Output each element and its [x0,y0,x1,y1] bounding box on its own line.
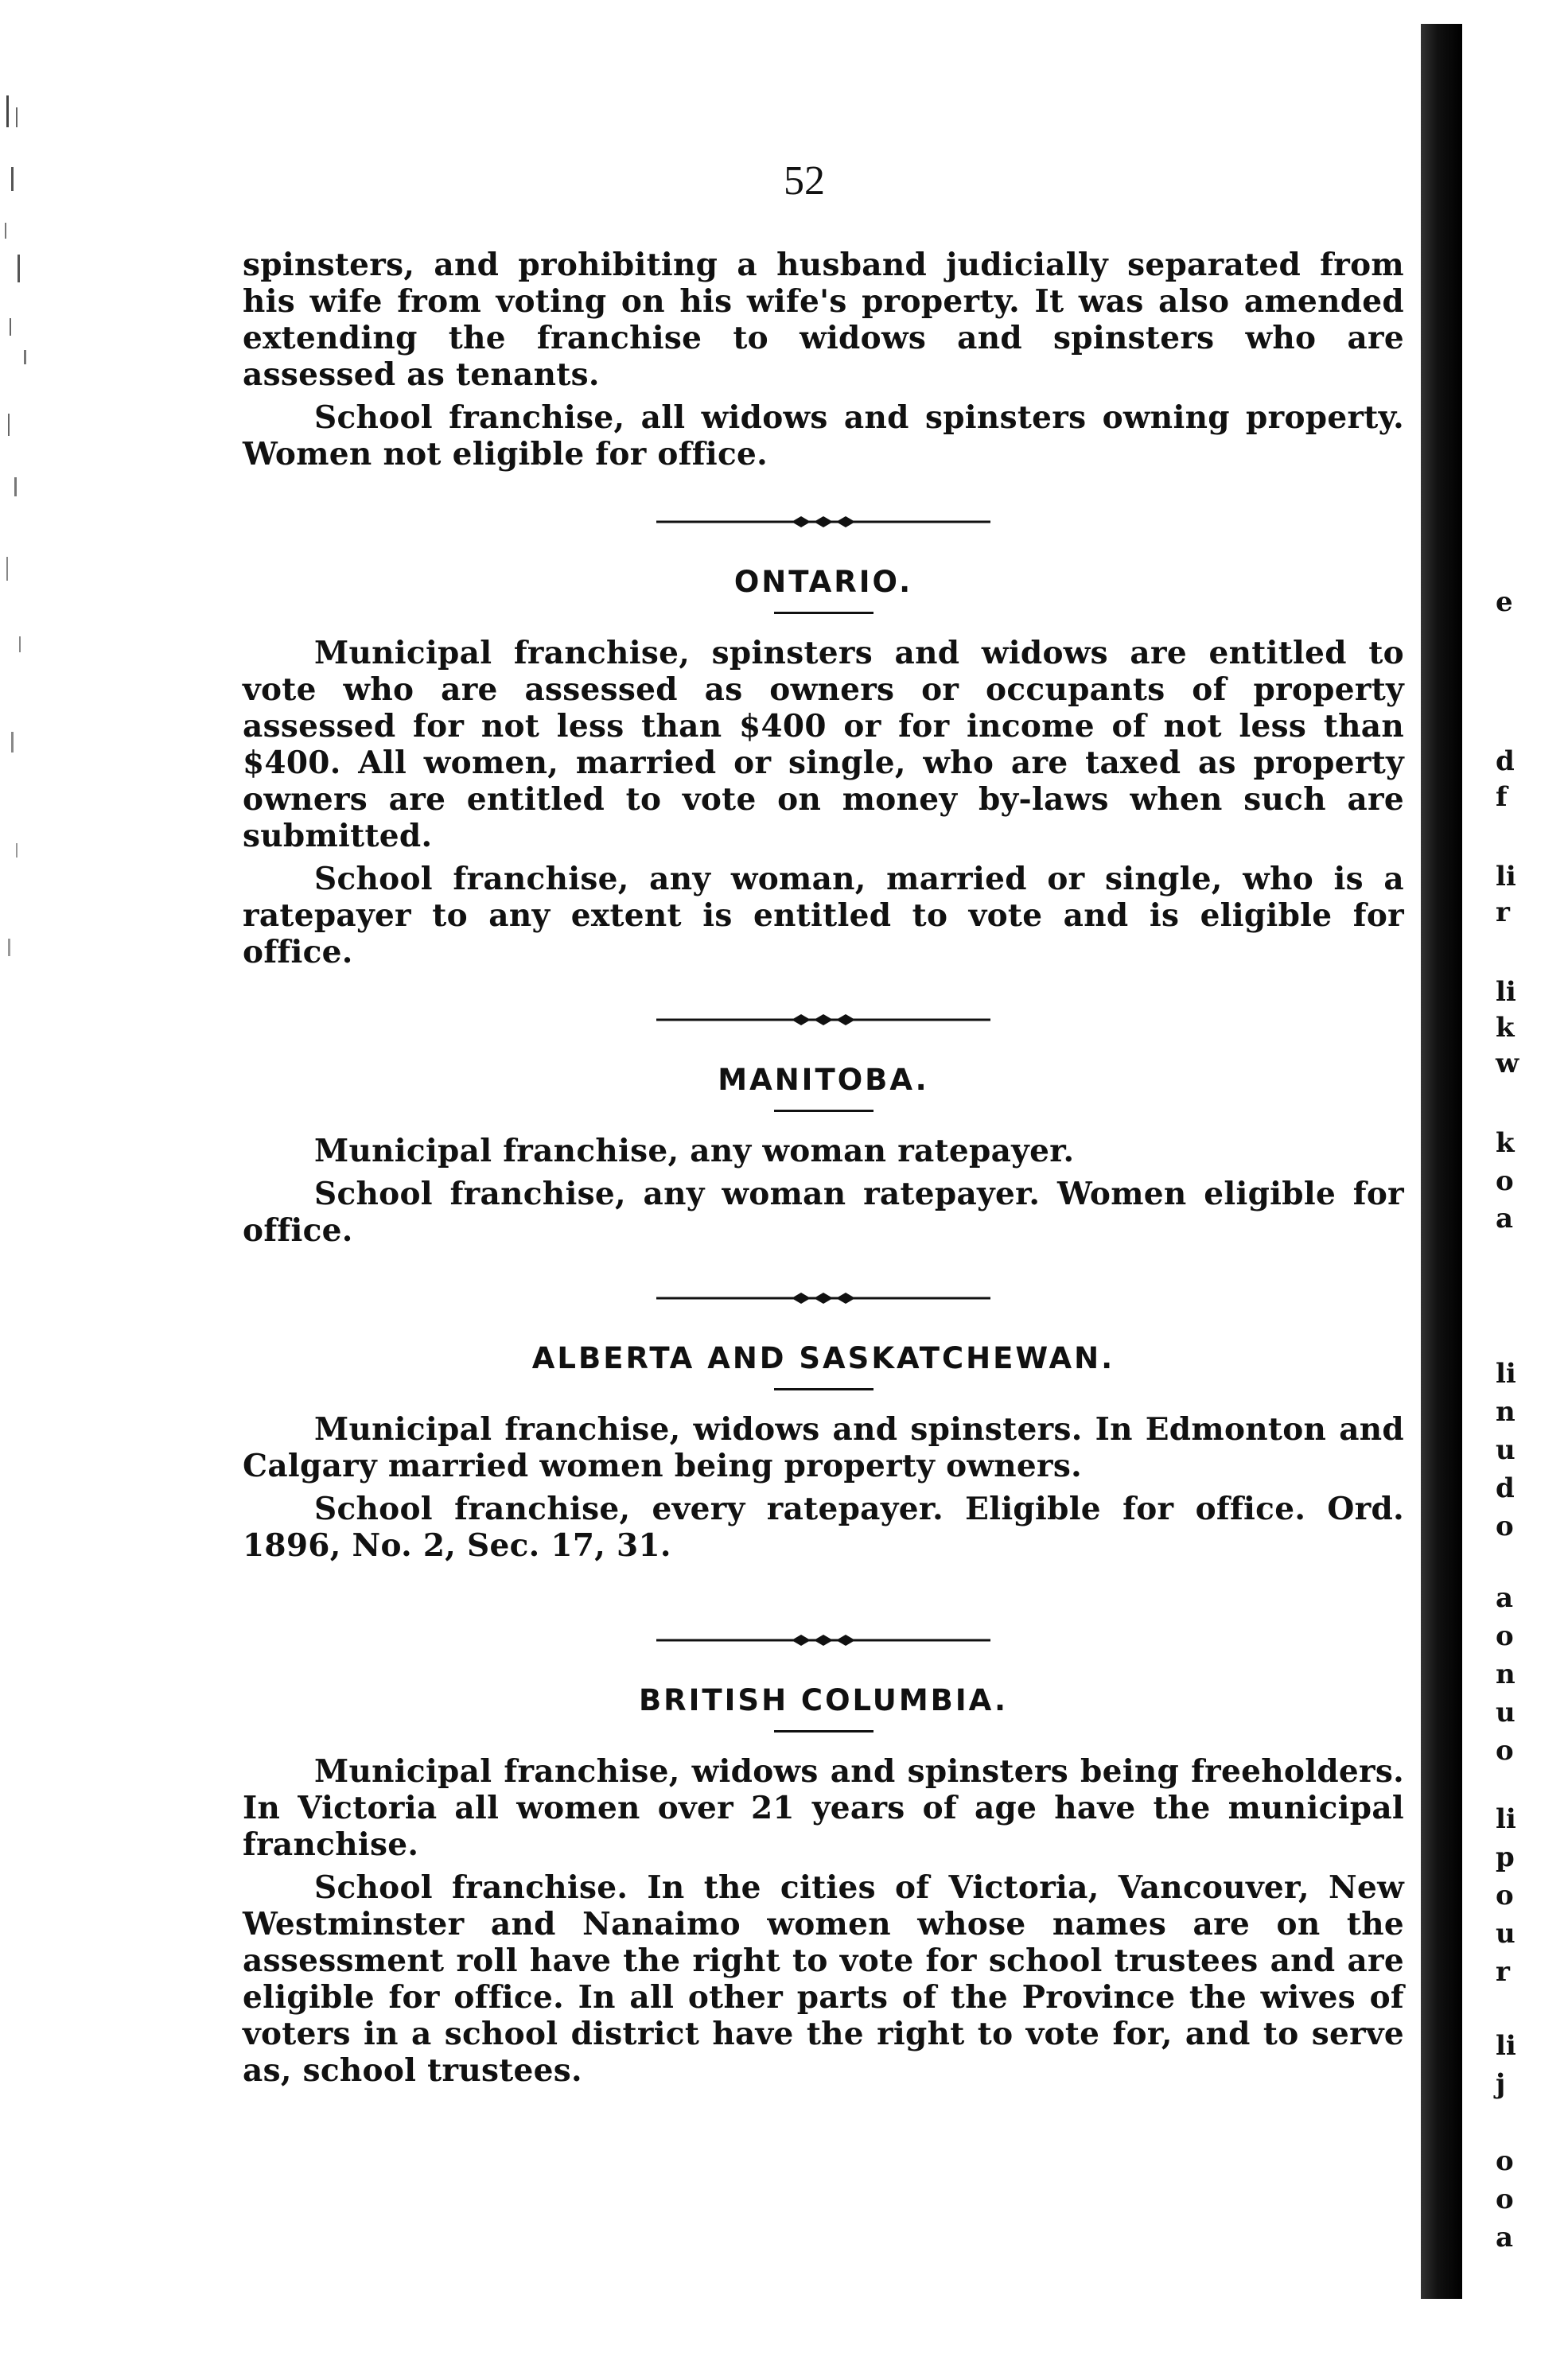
ornament-divider [656,1290,990,1306]
facing-page-fragment: a [1496,1203,1514,1235]
section-heading-ontario: ONTARIO. [733,565,913,599]
facing-page-fragment: u [1496,1434,1515,1466]
facing-page-fragment: a [1496,2222,1514,2254]
intro-paragraph: spinsters, and prohibiting a husband judicially separated from his wife from voting on his wife's property. It was also amended extending the franchise to widows and spinsters who are assessed as tenants. [243,247,1404,393]
facing-page-fragment: li [1496,2030,1516,2062]
scan-noise [0,80,64,1034]
section-heading-british-columbia: BRITISH COLUMBIA. [638,1683,1009,1717]
section-paragraph: Municipal franchise, spinsters and widows are entitled to vote who are assessed as owners or occupants of property assessed for not less than $400 or for income of not less than $400. All women, married or single, who are taxed as property owners are entitled to vote on money by-laws when such are submitted. [243,635,1404,854]
section-paragraph: Municipal franchise, any woman ratepayer. [314,1133,1075,1169]
facing-page-fragment: li [1496,861,1516,892]
section-paragraph: Municipal franchise, widows and spinsters being freeholders. In Victoria all women over 21 years of age have the municipal franchise. [243,1753,1404,1863]
ornament-divider [656,1012,990,1028]
facing-page-fragment: d [1496,745,1515,777]
facing-page-fragment: o [1496,1165,1514,1197]
book-gutter [1421,24,1462,2299]
section-paragraph: School franchise, any woman, married or single, who is a ratepayer to any extent is entitled to vote and is eligible for office. [243,861,1404,970]
facing-page-fragment: li [1496,976,1516,1008]
section-paragraph: School franchise, any woman ratepayer. Women eligible for office. [243,1176,1404,1249]
facing-page-fragment: li [1496,1803,1516,1835]
facing-page-fragment: o [1496,2145,1514,2177]
facing-page-fragment: o [1496,1880,1514,1911]
facing-page-fragment: o [1496,1620,1514,1652]
ornament-divider [656,514,990,530]
facing-page-fragment: o [1496,1735,1514,1767]
facing-page-fragment: w [1496,1048,1519,1079]
heading-rule [774,1388,873,1390]
facing-page-fragment: p [1496,1841,1515,1873]
section-paragraph: Municipal franchise, widows and spinsters. In Edmonton and Calgary married women being property owners. [243,1411,1404,1484]
facing-page-fragment: j [1496,2068,1506,2100]
facing-page-fragment: o [1496,1511,1514,1542]
page-number: 52 [784,158,825,204]
section-paragraph: School franchise, every ratepayer. Eligible for office. Ord. 1896, No. 2, Sec. 17, 31. [243,1491,1404,1564]
facing-page-fragment: r [1496,1956,1510,1988]
facing-page-fragment: li [1496,1358,1516,1390]
facing-page-fragment: u [1496,1697,1515,1729]
facing-page-fragment: n [1496,1396,1515,1428]
ornament-divider [656,1632,990,1648]
heading-rule [774,612,873,614]
facing-page-fragment: r [1496,896,1510,928]
facing-page-fragments [1496,0,1567,2380]
facing-page-fragment: k [1496,1012,1515,1044]
facing-page-fragment: e [1496,586,1513,618]
page-content [243,247,1404,2089]
intro-paragraph: School franchise, all widows and spinsters owning property. Women not eligible for office. [243,399,1404,472]
section-paragraph: School franchise. In the cities of Victoria, Vancouver, New Westminster and Nanaimo women whose names are on the assessment roll have the right to vote for school trustees and are eligible for office. In all other parts of the Province the wives of voters in a school district have the right to vote for, and to serve as, school trustees. [243,1869,1404,2089]
heading-rule [774,1730,873,1732]
heading-rule [774,1110,873,1112]
facing-page-fragment: a [1496,1582,1514,1614]
facing-page-fragment: u [1496,1918,1515,1950]
facing-page-fragment: d [1496,1472,1515,1504]
facing-page-fragment: n [1496,1659,1515,1690]
section-heading-alberta-saskatchewan: ALBERTA AND SASKATCHEWAN. [531,1341,1115,1375]
facing-page-fragment: f [1496,781,1508,813]
facing-page-fragment: k [1496,1127,1515,1159]
facing-page-fragment: o [1496,2184,1514,2215]
section-heading-manitoba: MANITOBA. [718,1063,929,1097]
